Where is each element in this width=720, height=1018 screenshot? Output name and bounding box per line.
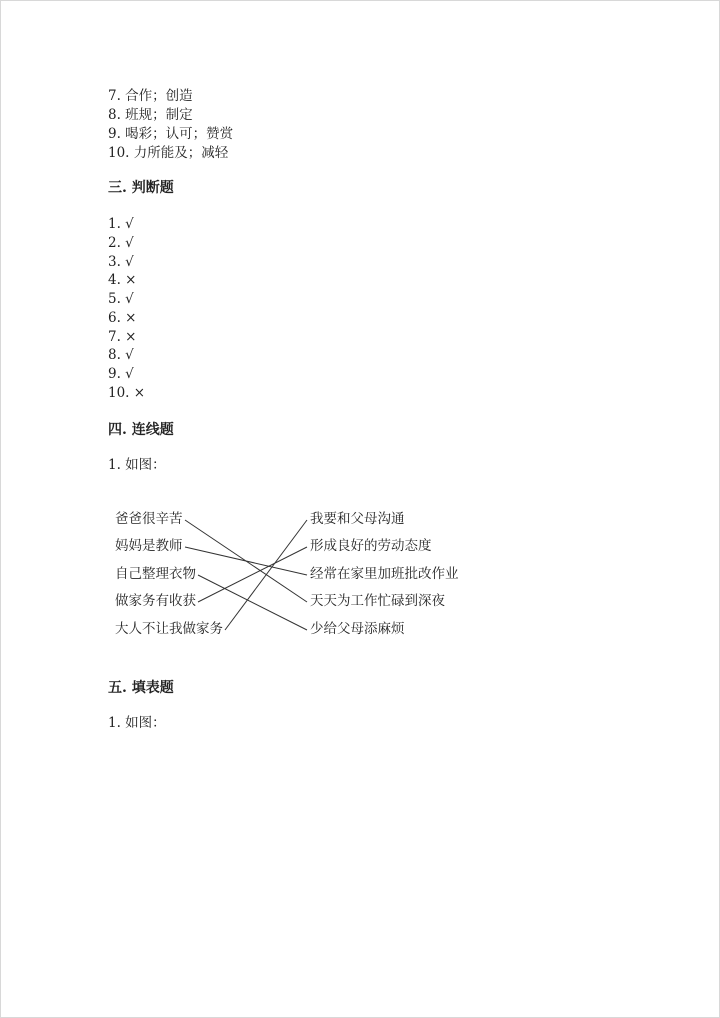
judge-answer-3: 3. √ [108,254,134,270]
answer-8: 8. 班规；制定 [108,107,193,123]
judge-answer-10: 10. × [108,385,146,401]
match-left-item: 爸爸很辛苦 [115,511,183,527]
section3-title: 三. 判断题 [108,180,174,196]
section4-title: 四. 连线题 [108,422,174,438]
connector-line [185,547,307,575]
match-left-item: 做家务有收获 [115,593,196,609]
section5-intro: 1. 如图： [108,715,166,731]
match-right-item: 我要和父母沟通 [310,511,405,527]
match-left-item: 自己整理衣物 [115,566,196,582]
match-right-item: 天天为工作忙碌到深夜 [310,593,445,609]
judge-answer-6: 6. × [108,310,137,326]
section5-title: 五. 填表题 [108,680,174,696]
match-right-item: 经常在家里加班批改作业 [310,566,459,582]
answer-7: 7. 合作；创造 [108,88,193,104]
judge-answer-2: 2. √ [108,235,134,251]
judge-answer-8: 8. √ [108,347,134,363]
match-left-item: 妈妈是教师 [115,538,183,554]
connector-line [198,575,307,630]
match-left-item: 大人不让我做家务 [115,621,223,637]
match-right-item: 形成良好的劳动态度 [310,538,432,554]
judge-answer-9: 9. √ [108,366,134,382]
connector-line [225,520,307,630]
match-right-item: 少给父母添麻烦 [310,621,405,637]
judge-answer-7: 7. × [108,329,137,345]
answer-10: 10. 力所能及；减轻 [108,145,229,161]
judge-answer-4: 4. × [108,272,137,288]
judge-answer-1: 1. √ [108,216,134,232]
judge-answer-5: 5. √ [108,291,134,307]
answer-9: 9. 喝彩；认可；赞赏 [108,126,234,142]
section4-intro: 1. 如图： [108,457,166,473]
